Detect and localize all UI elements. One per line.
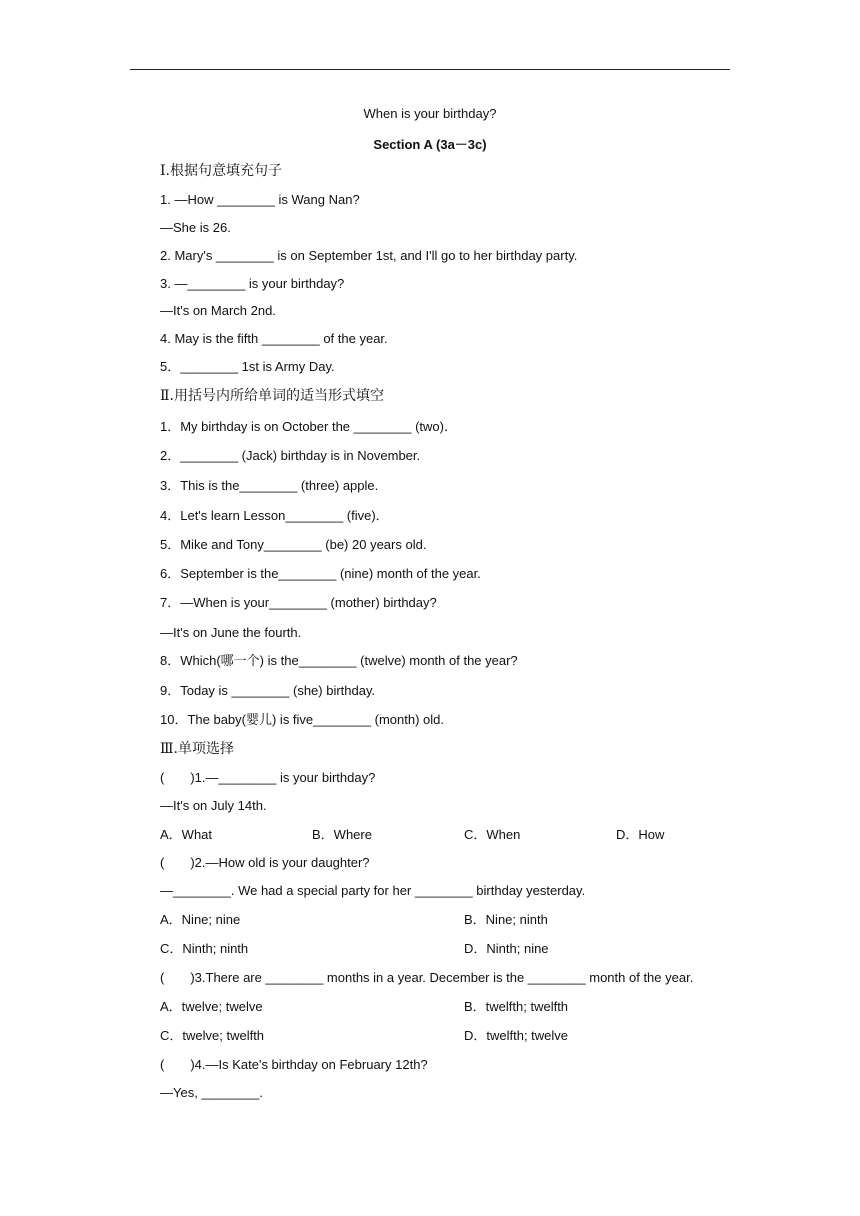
document-subtitle: Section A (3a－3c) [373, 137, 487, 152]
section3-heading: Ⅲ.单项选择 [160, 741, 234, 757]
section2-line: 9．Today is ________ (she) birthday. [160, 683, 376, 698]
question-3-option-a: A．twelve; twelve [160, 999, 263, 1014]
question-1-option-a: A．What [160, 827, 213, 842]
section2-heading: Ⅱ.用括号内所给单词的适当形式填空 [160, 388, 384, 404]
section1-line: 4. May is the fifth ________ of the year. [160, 331, 388, 346]
section1-line: 5．________ 1st is Army Day. [160, 359, 335, 374]
section1-line: 3. —________ is your birthday? [160, 276, 345, 291]
question-1-option-c: C．When [464, 827, 521, 842]
question-1-answer-line: —It's on July 14th. [160, 798, 267, 813]
section2-line: 3．This is the________ (three) apple. [160, 478, 379, 493]
section1-heading: Ⅰ.根据句意填充句子 [160, 163, 282, 179]
section2-line: 8．Which(哪一个) is the________ (twelve) month of the year? [160, 653, 518, 668]
question-2-option-d: D．Ninth; nine [464, 941, 549, 956]
section1-line: —It's on March 2nd. [160, 303, 276, 318]
question-4-stem: ( )4.—Is Kate's birthday on February 12th? [160, 1057, 428, 1072]
section2-line: 5．Mike and Tony________ (be) 20 years old. [160, 537, 427, 552]
section2-line: 4．Let's learn Lesson________ (five)． [160, 508, 389, 523]
question-2-option-c: C．Ninth; ninth [160, 941, 249, 956]
question-2-option-b: B．Nine; ninth [464, 912, 548, 927]
section2-line: 10．The baby(婴儿) is five________ (month) old. [160, 712, 444, 727]
section2-line: —It's on June the fourth. [160, 625, 302, 640]
question-2-option-a: A．Nine; nine [160, 912, 241, 927]
section1-line: —She is 26. [160, 220, 231, 235]
question-1-stem: ( )1.—________ is your birthday? [160, 770, 376, 785]
section2-line: 7．—When is your________ (mother) birthday? [160, 595, 437, 610]
document-title: When is your birthday? [363, 106, 497, 121]
question-3-option-b: B．twelfth; twelfth [464, 999, 569, 1014]
question-1-option-d: D．How [616, 827, 665, 842]
question-3-stem: ( )3.There are ________ months in a year. December is the ________ month of the year. [160, 970, 694, 985]
section1-line: 2. Mary's ________ is on September 1st, and I'll go to her birthday party. [160, 248, 578, 263]
section2-line: 6．September is the________ (nine) month of the year. [160, 566, 481, 581]
question-3-option-d: D．twelfth; twelve [464, 1028, 569, 1043]
question-3-option-c: C．twelve; twelfth [160, 1028, 265, 1043]
question-1-option-b: B．Where [312, 827, 372, 842]
section2-line: 1．My birthday is on October the ________ (two)． [160, 419, 457, 434]
header-rule [130, 69, 730, 70]
section1-line: 1. —How ________ is Wang Nan? [160, 192, 360, 207]
question-2-answer-line: —________. We had a special party for her ________ birthday yesterday. [160, 883, 586, 898]
question-2-stem: ( )2.—How old is your daughter? [160, 855, 370, 870]
question-4-answer-line: —Yes, ________. [160, 1085, 263, 1100]
section2-line: 2．________ (Jack) birthday is in November. [160, 448, 421, 463]
